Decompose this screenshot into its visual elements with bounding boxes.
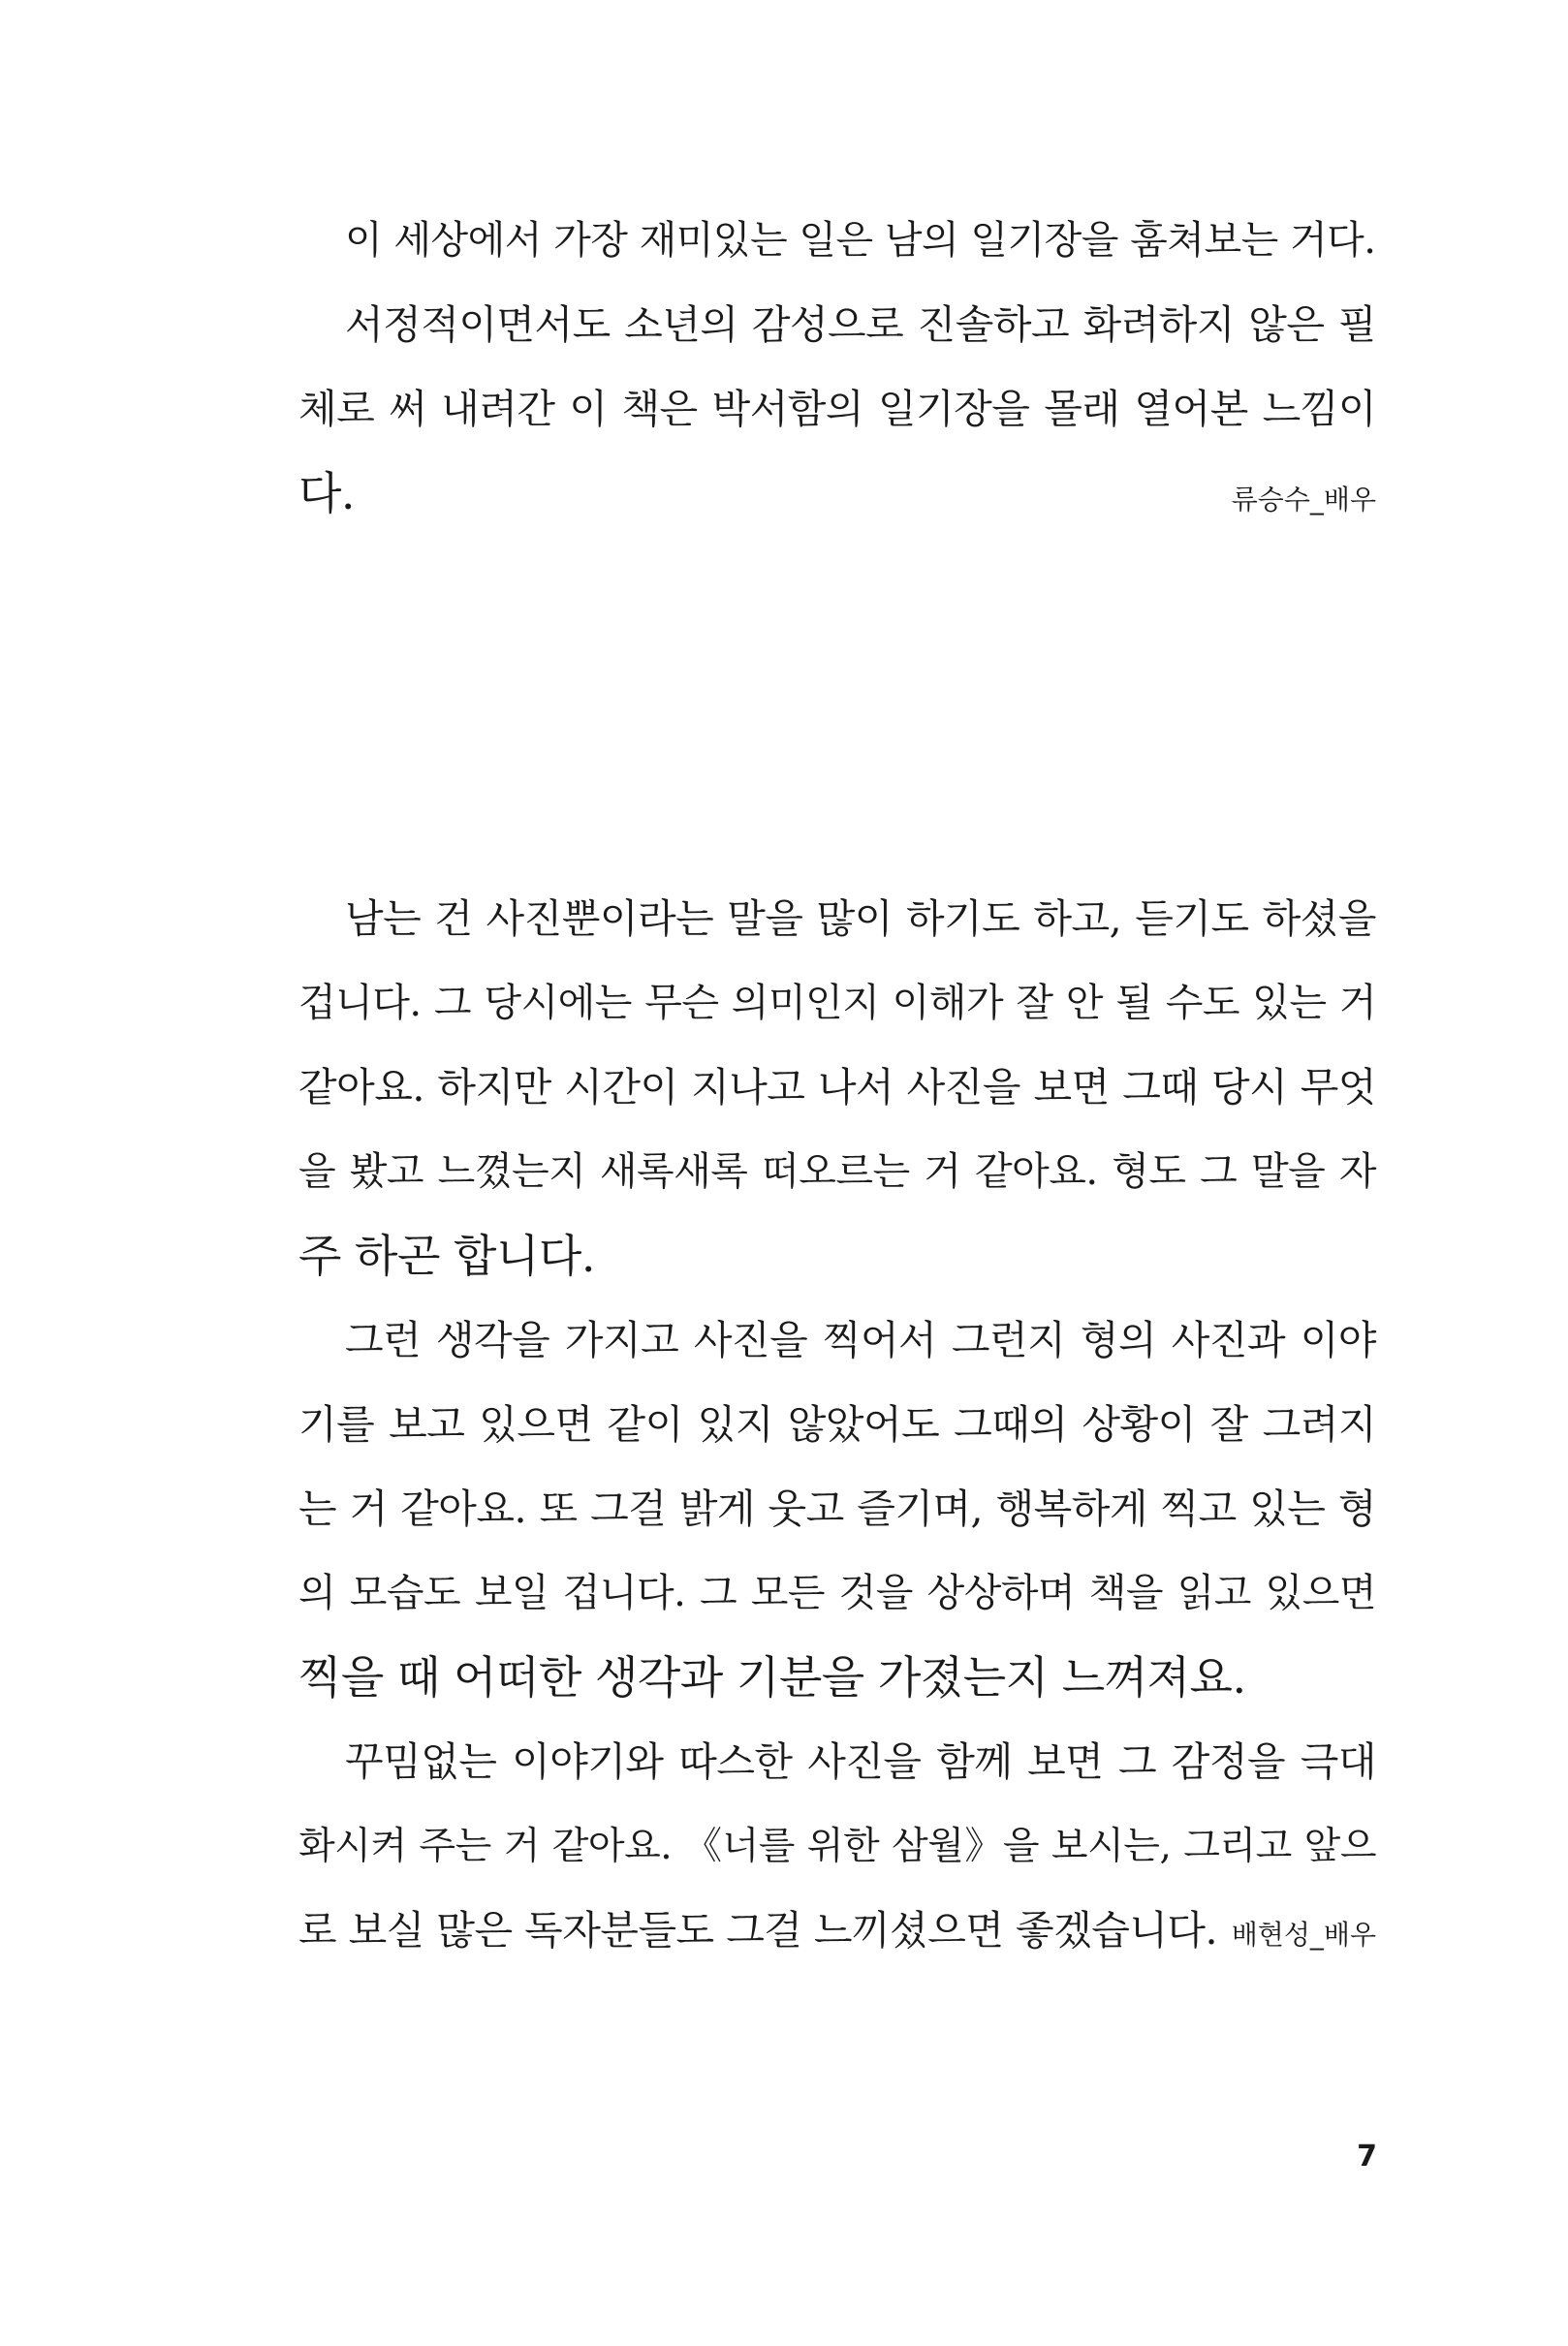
endorsement-quote-1 [298,199,1376,536]
text-line: 찍을 때 어떠한 생각과 기분을 가졌는지 느껴져요. [298,1651,1246,1704]
text-line: 기를 보고 있으면 같이 있지 않았어도 그때의 상황이 잘 그려지 [298,1401,1376,1448]
text-line: 같아요. 하지만 시간이 지나고 나서 사진을 보면 그때 당시 무엇 [298,1064,1376,1110]
text-line: 는 거 같아요. 또 그걸 밝게 웃고 즐기며, 행복하게 찍고 있는 형 [298,1486,1376,1532]
quote-1-paragraph-2 [298,283,1376,536]
text-line: 서정적이면서도 소년의 감성으로 진솔하고 화려하지 않은 필 [345,301,1376,348]
quote-2-paragraph-1 [298,877,1376,1298]
text-line: 체로 써 내려간 이 책은 박서함의 일기장을 몰래 열어본 느낌이 [298,386,1376,432]
text-line-with-signature [298,452,1376,536]
page-number: 7 [1357,2140,1377,2174]
quote-2-paragraph-3 [298,1720,1376,1973]
text-line: 그런 생각을 가지고 사진을 찍어서 그런지 형의 사진과 이야 [345,1317,1376,1363]
text-line: 겁니다. 그 당시에는 무슨 의미인지 이해가 잘 안 될 수도 있는 거 [298,981,1376,1025]
quote-1-paragraph-1 [298,199,1376,283]
text-line: 남는 건 사진뿐이라는 말을 많이 하기도 하고, 듣기도 하셨을 [345,895,1376,942]
endorsement-quote-2 [298,877,1376,1973]
text-line: 다. [298,467,356,519]
text-line: 로 보실 많은 독자분들도 그걸 느끼셨으면 좋겠습니다. [298,1907,1218,1954]
text-line: 화시켜 주는 거 같아요. 《너를 위한 삼월》을 보시는, 그리고 앞으 [298,1825,1376,1868]
text-line: 꾸밈없는 이야기와 따스한 사진을 함께 보면 그 감정을 극대 [345,1738,1376,1785]
text-line: 이 세상에서 가장 재미있는 일은 남의 일기장을 훔쳐보는 거다. [345,218,1376,263]
endorser-signature: 류승수_배우 [1231,484,1376,516]
text-line: 의 모습도 보일 겁니다. 그 모든 것을 상상하며 책을 읽고 있으면 [298,1571,1376,1615]
text-line: 주 하곤 합니다. [298,1230,595,1282]
endorser-signature: 배현성_배우 [1231,1919,1376,1951]
text-line: 을 봤고 느꼈는지 새록새록 떠오르는 거 같아요. 형도 그 말을 자 [298,1149,1376,1194]
quote-2-paragraph-2 [298,1298,1376,1720]
text-line-with-signature [298,1889,1376,1973]
